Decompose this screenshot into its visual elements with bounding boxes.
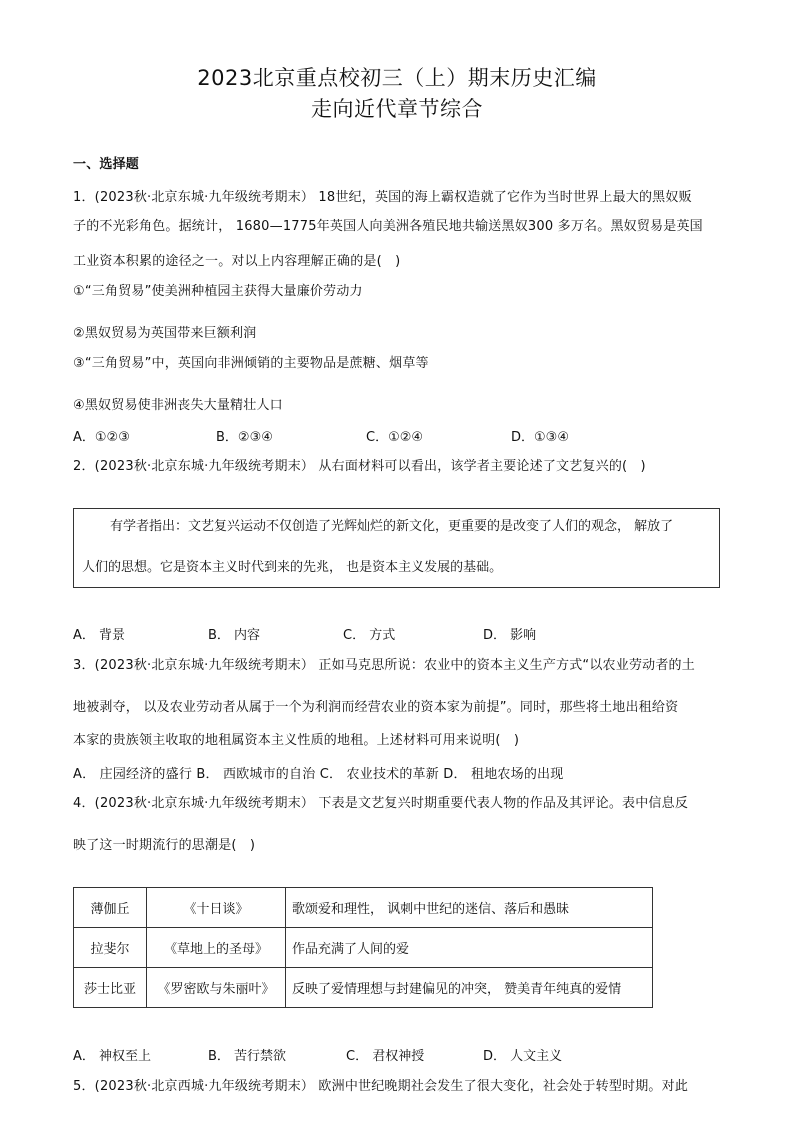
q1-statement-3: ③“三角贸易”中，英国向非洲倾销的主要物品是蔗糖、烟草等 (73, 356, 429, 371)
q2-quote-line2: 人们的思想。它是资本主义时代到来的先兆， 也是资本主义发展的基础。 (82, 560, 503, 575)
section-heading: 一、选择题 (73, 157, 140, 172)
q1-option-c[interactable]: C．①②④ (366, 430, 424, 445)
table-row (74, 928, 653, 968)
q4-option-b[interactable]: B． 苦行禁欲 (208, 1049, 287, 1064)
q3-options[interactable]: A． 庄园经济的盛行 B． 西欧城市的自治 C． 农业技术的革新 D． 租地农场的出现 (73, 767, 564, 782)
comment-cell: 歌颂爱和理性， 讽刺中世纪的迷信、落后和愚昧 (286, 888, 653, 928)
q2-option-c[interactable]: C． 方式 (343, 628, 396, 643)
q4-option-a[interactable]: A． 神权至上 (73, 1049, 152, 1064)
q4-option-d[interactable]: D． 人文主义 (483, 1049, 563, 1064)
q1-statement-1: ①“三角贸易”使美洲种植园主获得大量廉价劳动力 (73, 284, 363, 299)
q1-option-d[interactable]: D．①③④ (511, 430, 569, 445)
q4-works-table (73, 887, 653, 1008)
q2-option-d[interactable]: D． 影响 (483, 628, 537, 643)
work-cell: 《罗密欧与朱丽叶》 (147, 968, 286, 1008)
document-subtitle: 走向近代章节综合 (311, 97, 483, 121)
table-row (74, 888, 653, 928)
q1-stem-line1: 1．(2023秋·北京东城·九年级统考期末） 18世纪，英国的海上霸权造就了它作为当时世界上最大的黑奴贩 (73, 190, 692, 205)
q1-stem-line2: 子的不光彩角色。据统计， 1680—1775年英国人向美洲各殖民地共输送黑奴300 多万名。黑奴贸易是英国 (73, 219, 703, 234)
author-cell: 拉斐尔 (74, 928, 147, 968)
q2-option-b[interactable]: B． 内容 (208, 628, 261, 643)
q3-stem-line2: 地被剥夺， 以及农业劳动者从属于一个为利润而经营农业的资本家为前提”。同时，那些将土地出租给资 (73, 700, 679, 715)
q1-statement-4: ④黑奴贸易使非洲丧失大量精壮人口 (73, 398, 283, 413)
q5-stem-line1: 5．(2023秋·北京西城·九年级统考期末） 欧洲中世纪晚期社会发生了很大变化，社会处于转型时期。对此 (73, 1079, 689, 1094)
q2-option-a[interactable]: A． 背景 (73, 628, 126, 643)
q1-option-b[interactable]: B．②③④ (216, 430, 273, 445)
q3-stem-line1: 3．(2023秋·北京东城·九年级统考期末） 正如马克思所说：农业中的资本主义生产方式“以农业劳动者的土 (73, 658, 695, 673)
work-cell: 《十日谈》 (147, 888, 286, 928)
comment-cell: 作品充满了人间的爱 (286, 928, 653, 968)
table-row (74, 968, 653, 1008)
work-cell: 《草地上的圣母》 (147, 928, 286, 968)
q3-stem-line3: 本家的贵族领主收取的地租属资本主义性质的地租。上述材料可用来说明( ) (73, 733, 520, 748)
q1-stem-line3: 工业资本积累的途径之一。对以上内容理解正确的是( ) (73, 254, 401, 269)
q2-quote-line1: 有学者指出：文艺复兴运动不仅创造了光辉灿烂的新文化，更重要的是改变了人们的观念， 解放了 (110, 519, 674, 534)
author-cell: 薄伽丘 (74, 888, 147, 928)
q1-option-a[interactable]: A．①②③ (73, 430, 130, 445)
document-title: 2023北京重点校初三（上）期末历史汇编 (197, 66, 597, 90)
q2-quote-box (73, 508, 720, 588)
q4-stem-line1: 4．(2023秋·北京东城·九年级统考期末） 下表是文艺复兴时期重要代表人物的作品及其评论。表中信息反 (73, 796, 689, 811)
comment-cell: 反映了爱情理想与封建偏见的冲突， 赞美青年纯真的爱情 (286, 968, 653, 1008)
q1-statement-2: ②黑奴贸易为英国带来巨额利润 (73, 326, 257, 341)
q4-stem-line2: 映了这一时期流行的思潮是( ) (73, 838, 256, 853)
q2-stem: 2．(2023秋·北京东城·九年级统考期末） 从右面材料可以看出，该学者主要论述了文艺复兴的( ) (73, 459, 646, 474)
author-cell: 莎士比亚 (74, 968, 147, 1008)
q4-option-c[interactable]: C． 君权神授 (346, 1049, 425, 1064)
